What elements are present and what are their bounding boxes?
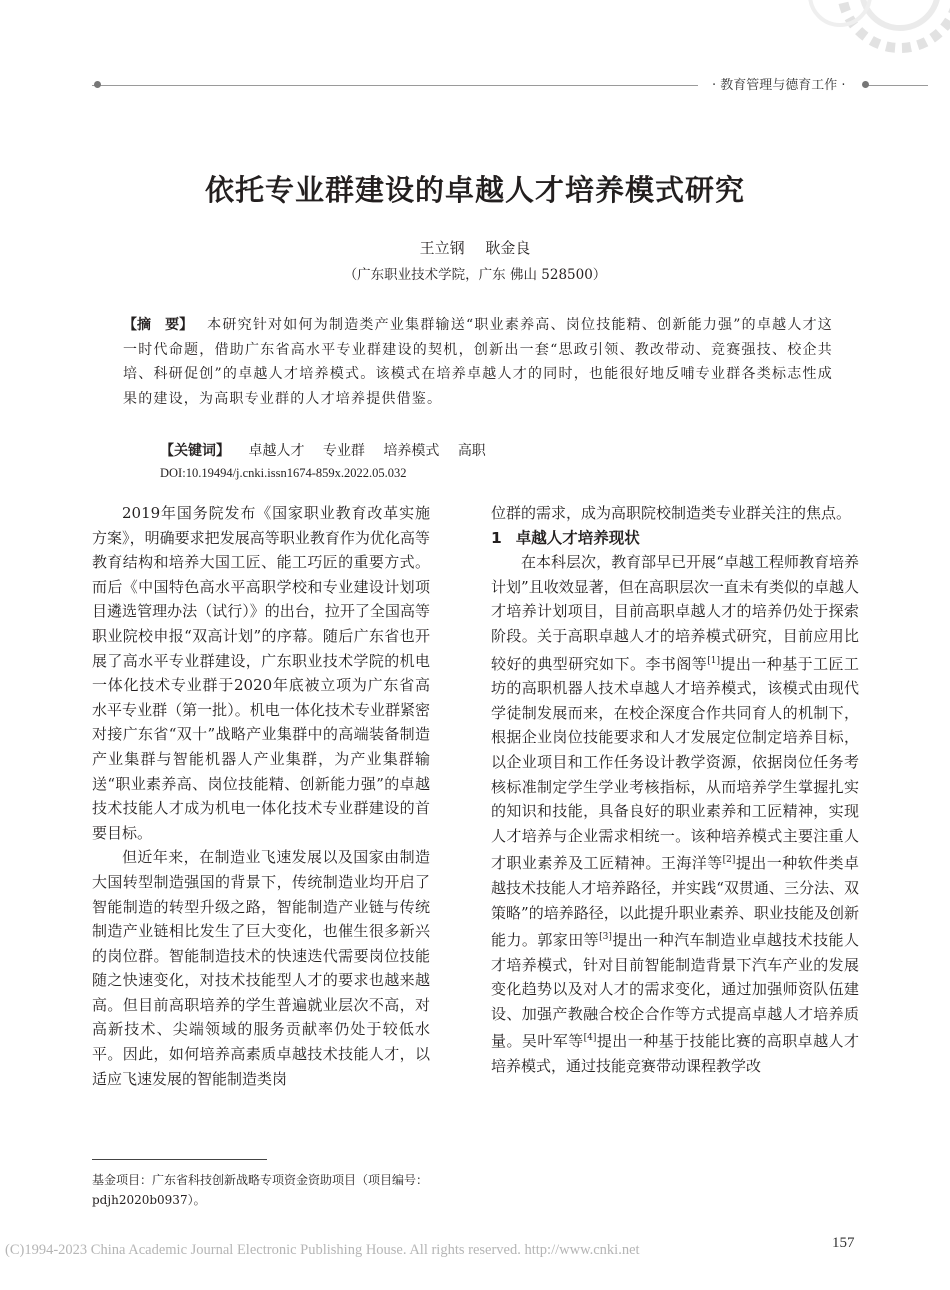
keyword-item: 培养模式 <box>383 443 440 459</box>
text-run: 提出一种软件类卓越技术技能人才培养路径，并实践“双贯通、三分法、双策略”的培养路径，以此提升职业素养、职业技能及创新能力。郭家田等 <box>491 854 859 950</box>
text-run: 在本科层次，教育部早已开展“卓越工程师教育培养计划”且收效显著，但在高职层次一直未有类似的卓越人才培养计划项目，目前高职卓越人才的培养仍处于探索阶段。关于高职卓越人才的培养模式研究，目前应用比较好的典型研究如下。李书阁等 <box>491 553 859 673</box>
body-paragraph <box>491 550 859 1078</box>
body-left-column <box>92 501 430 1091</box>
text-run: 提出一种基于技能比赛的高职卓越人才培养模式，通过技能竞赛带动课程教学改 <box>491 1032 859 1076</box>
section-title: 卓越人才培养现状 <box>515 528 640 547</box>
header-section-label: · 教育管理与德育工作 · <box>712 78 846 93</box>
keywords-label: 【关键词】 <box>160 443 230 459</box>
header-rule-right <box>868 85 928 86</box>
keyword-item: 高职 <box>457 443 486 459</box>
abstract <box>123 313 833 411</box>
affiliation: （广东职业技术学院，广东 佛山 528500） <box>343 267 607 283</box>
footnote-funding: 基金项目：广东省科技创新战略专项资金资助项目（项目编号：pdjh2020b0937）。 <box>92 1173 429 1207</box>
header-rule-left <box>92 85 698 86</box>
section-heading <box>491 526 859 551</box>
citation-ref: [3] <box>599 932 612 943</box>
body-paragraph-continued: 位群的需求，成为高职院校制造类专业群关注的焦点。 <box>491 504 852 522</box>
keyword-item: 专业群 <box>322 443 365 459</box>
header-dot-right <box>862 81 869 88</box>
authors: 王立钢 耿金良 <box>419 239 531 257</box>
body-right-column <box>491 501 859 1079</box>
paper-title: 依托专业群建设的卓越人才培养模式研究 <box>204 173 745 207</box>
keywords <box>160 440 500 460</box>
body-paragraph: 2019年国务院发布《国家职业教育改革实施方案》，明确要求把发展高等职业教育作为优化高等教育结构和培养大国工匠、能工巧匠的重要方式。而后《中国特色高水平高职学校和专业建设计划项目遴选管理办法（试行）》的出台，拉开了全国高等职业院校申报“双高计划”的序幕。随后广东省也开展了高水平专业群建设，广东职业技术学院的机电一体化技术专业群于2020年底被立项为广东省高水平专业群（第一批）。机电一体化技术专业群紧密对接广东省“双十”战略产业集群中的高端装备制造产业集群与智能机器人产业集群，为产业集群输送“职业素养高、岗位技能精、创新能力强”的卓越技术技能人才成为机电一体化技术专业群建设的首要目标。 <box>92 504 430 842</box>
citation-ref: [4] <box>583 1033 597 1044</box>
header-dot-left <box>94 81 101 88</box>
footnote-rule <box>92 1159 267 1160</box>
citation-ref: [1] <box>707 655 720 666</box>
copyright-watermark: (C)1994-2023 China Academic Journal Electronic Publishing House. All rights reserved. http://www.cnki.net <box>5 1242 640 1258</box>
text-run: 提出一种基于工匠工坊的高职机器人技术卓越人才培养模式，该模式由现代学徒制发展而来，在校企深度合作共同育人的机制下，根据企业岗位技能要求和人才发展定位制定培养目标，以企业项目和工作任务设计教学资源，依据岗位任务考核标准制定学生学业考核指标，从而培养学生掌握扎实的知识和技能，具备良好的职业素养和工匠精神，实现人才培养与企业需求相统一。该种培养模式主要注重人才职业素养及工匠精神。王海洋等 <box>491 654 859 873</box>
section-number: 1 <box>491 528 502 547</box>
text-run: 提出一种汽车制造业卓越技术技能人才培养模式，针对目前智能制造背景下汽车产业的发展变化趋势以及对人才的需求变化，通过加强师资队伍建设、加强产教融合校企合作等方式提高卓越人才培养质量。吴叶军等 <box>491 931 859 1051</box>
abstract-text: 本研究针对如何为制造类产业集群输送“职业素养高、岗位技能精、创新能力强”的卓越人才这一时代命题，借助广东省高水平专业群建设的契机，创新出一套“思政引领、教改带动、竞赛强技、校企共培、科研促创”的卓越人才培养模式。该模式在培养卓越人才的同时，也能很好地反哺专业群各类标志性成果的建设，为高职专业群的人才培养提供借鉴。 <box>123 317 833 407</box>
body-paragraph: 但近年来，在制造业飞速发展以及国家由制造大国转型制造强国的背景下，传统制造业均开启了智能制造的转型升级之路，智能制造产业链与传统制造产业链相比发生了巨大变化，也催生很多新兴的岗位群。智能制造技术的快速迭代需要岗位技能随之快速变化，对技术技能型人才的要求也越来越高。但目前高职培养的学生普遍就业层次不高，对高新技术、尖端领域的服务贡献率仍处于较低水平。因此，如何培养高素质卓越技术技能人才，以适应飞速发展的智能制造类岗 <box>92 848 430 1088</box>
page-number: 157 <box>832 1235 855 1251</box>
citation-ref: [2] <box>722 855 736 866</box>
doi: DOI:10.19494/j.cnki.issn1674-859x.2022.05.032 <box>160 466 407 480</box>
decorative-gear-graphic <box>780 0 950 60</box>
abstract-label: 【摘 要】 <box>123 317 194 333</box>
keyword-item: 卓越人才 <box>248 443 305 459</box>
